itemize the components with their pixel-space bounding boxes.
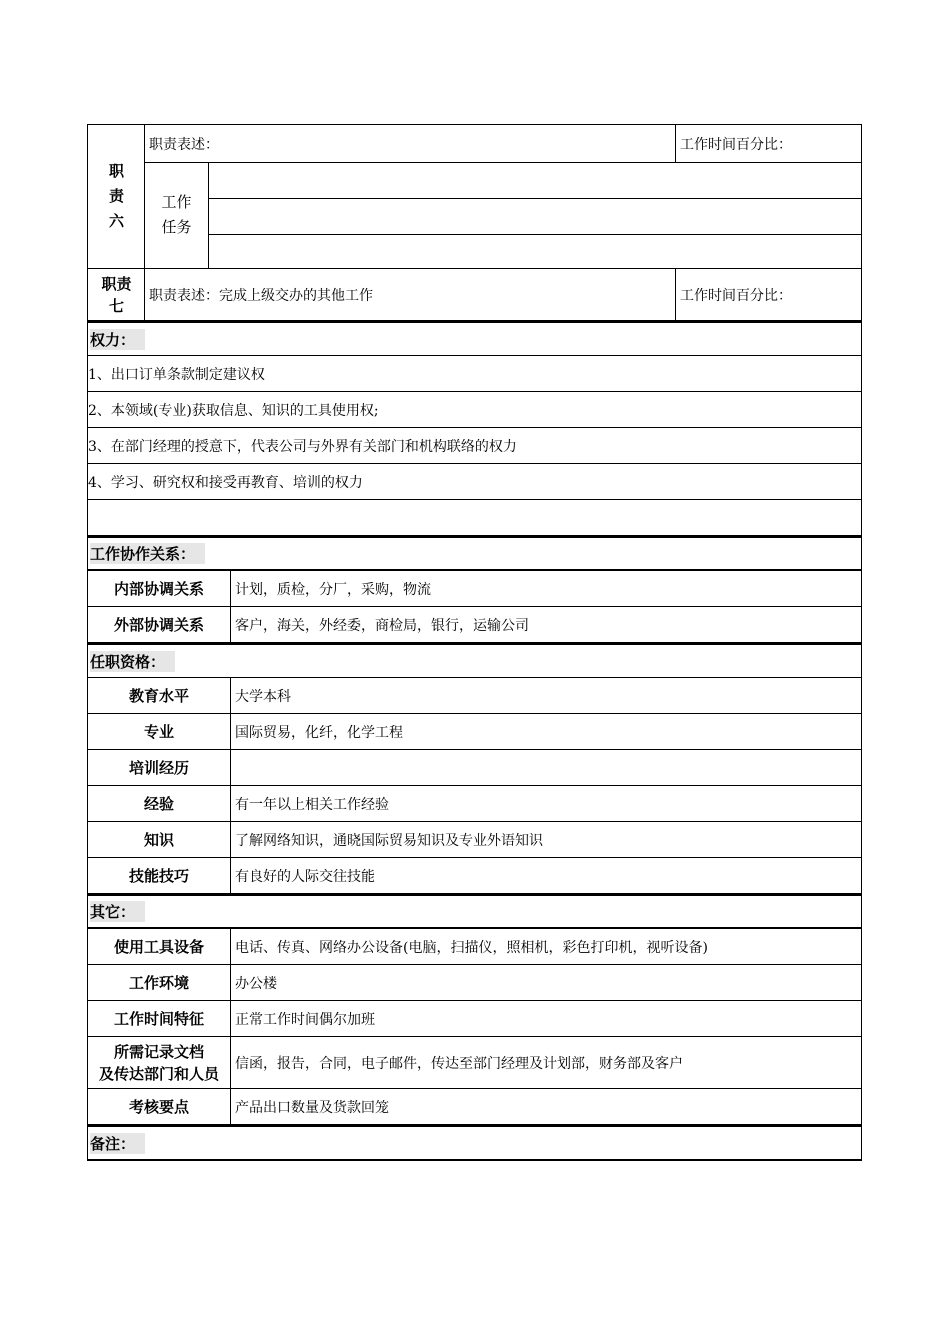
- qualification-section-header: [87, 643, 862, 678]
- cooperation-row-internal: 内部协调关系 计划，质检，分厂，采购，物流: [87, 571, 862, 607]
- power-item-empty: [87, 500, 862, 536]
- duty6-block: [87, 124, 862, 269]
- duty6-task-line-3: [209, 234, 861, 269]
- other-row: 考核要点 产品出口数量及货款回笼: [87, 1089, 862, 1125]
- cooperation-row-external: 外部协调关系 客户，海关，外经委，商检局，银行，运输公司: [87, 607, 862, 643]
- duty6-desc-label: 职责表述：: [149, 136, 219, 153]
- cooperation-title: 工作协作关系：: [90, 543, 205, 564]
- power-item-3: 3、在部门经理的授意下，代表公司与外界有关部门和机构联络的权力: [87, 428, 862, 464]
- other-row: 工作时间特征 正常工作时间偶尔加班: [87, 1001, 862, 1037]
- duty6-task-line-1: [209, 162, 861, 199]
- duty6-label: 职 责 六: [108, 162, 124, 230]
- duty6-task-line-2: [209, 198, 861, 235]
- power-item-1: 1、出口订单条款制定建议权: [87, 356, 862, 392]
- qualification-row: 技能技巧 有良好的人际交往技能: [87, 858, 862, 894]
- duty7-label: 职责 七: [101, 274, 132, 315]
- duty7-percent-label: 工作时间百分比：: [680, 287, 792, 304]
- power-title: 权力：: [90, 329, 145, 350]
- qualification-title: 任职资格：: [90, 651, 175, 672]
- qualification-row: 专业 国际贸易，化纤，化学工程: [87, 714, 862, 750]
- power-item-2: 2、本领域(专业)获取信息、知识的工具使用权;: [87, 392, 862, 428]
- cooperation-section-header: [87, 536, 862, 571]
- other-row: 使用工具设备 电话、传真、网络办公设备(电脑，扫描仪，照相机，彩色打印机，视听设备): [87, 929, 862, 965]
- qualification-row: 教育水平 大学本科: [87, 678, 862, 714]
- qualification-row: 经验 有一年以上相关工作经验: [87, 786, 862, 822]
- duty7-desc: 职责表述：完成上级交办的其他工作: [149, 287, 373, 304]
- duty6-percent-label: 工作时间百分比：: [680, 136, 792, 153]
- job-description-table: [87, 124, 862, 1161]
- other-row: 所需记录文档 及传达部门和人员 信函，报告，合同，电子邮件，传达至部门经理及计划部，财务部及客户: [87, 1037, 862, 1089]
- qualification-row: 知识 了解网络知识，通晓国际贸易知识及专业外语知识: [87, 822, 862, 858]
- other-row: 工作环境 办公楼: [87, 965, 862, 1001]
- power-section-header: [87, 321, 862, 356]
- power-item-4: 4、学习、研究权和接受再教育、培训的权力: [87, 464, 862, 500]
- remarks-section: [87, 1125, 862, 1161]
- remarks-title: 备注：: [90, 1133, 145, 1154]
- other-title: 其它：: [90, 901, 145, 922]
- duty7-row: [87, 269, 862, 321]
- other-section-header: [87, 894, 862, 929]
- duty6-task-label: 工作 任务: [161, 193, 192, 236]
- qualification-row: 培训经历: [87, 750, 862, 786]
